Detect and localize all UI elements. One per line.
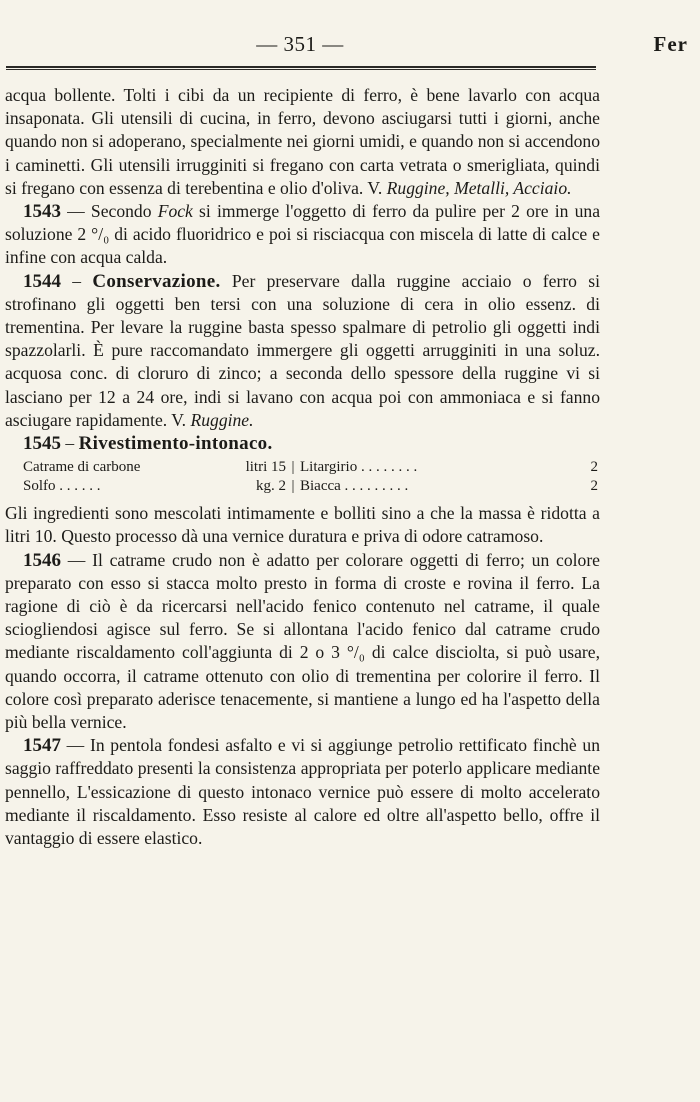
entry-1543: 1543 — Secondo Fock si immerge l'oggetto di ferro da pulire per 2 ore in una soluzione 2 °/₀ di acido fluoridrico e poi si risciacqua con miscela di latte di calce e infine con acqua calda. xyxy=(5,201,600,268)
entry-title: Conservazione. xyxy=(92,270,221,292)
paragraph-continuation: acqua bollente. Tolti i cibi da un recipiente di ferro, è bene lavarlo con acqua insaponata. Gli utensili di cucina, in ferro, devono asciugarsi tutti i giorni, anche quando non si adoperano, specialmente nei giorni umidi, e quando non si accendono i caminetti. Gli utensili irrugginiti si fregano con carta vetrata o smerigliata, quindi si fregano con essenza di terebentina e olio d'oliva. V. Ruggine, Metalli, Acciaio. xyxy=(5,85,600,198)
recipe-row: Catrame di carbone litri 15 | Litargirio . . . . . . . . 2 xyxy=(23,459,598,476)
entry-number: 1547 xyxy=(23,735,61,757)
page-body xyxy=(5,84,600,850)
entry-number: 1544 xyxy=(23,270,61,292)
cross-reference: Ruggine, Metalli, Acciaio. xyxy=(386,177,572,198)
entry-1545-text: Gli ingredienti sono mescolati intimamente e bolliti sino a che la massa è ridotta a litri 10. Questo processo dà una vernice duratura e priva di odore catramoso. xyxy=(5,503,600,547)
recipe-row: Solfo . . . . . . kg. 2 | Biacca . . . . . . . . . 2 xyxy=(23,478,598,495)
entry-1544: 1544 – Conservazione. Per preservare dalla ruggine acciaio o ferro si strofinano gli oggetti ben tersi con una soluzione di cera in olio essenz. di trementina. Per levare la ruggine basta spesso spalmare di petrolio gli oggetti indi spazzolarli. È pure raccomandato immergere gli oggetti arrugginiti in una soluz. acquosa conc. di clorurо di zinco; a seconda dello spessore della ruggine vi si lasciano per 12 a 24 ore, indi si lavano con acqua poi con ammoniaca e si fanno asciugare rapidamente. V. Ruggine. xyxy=(5,270,600,430)
header-rule-thin xyxy=(6,69,596,70)
entry-1547: 1547 — In pentola fondesi asfalto e vi si aggiunge petrolio rettificato finchè un saggio raffreddato presenti la consistenza appropriata per poterlo applicare mediante pennello, L'essicazione di questo intonaco vernice può essere di molto accelerato mediante il riscaldamento. Esso resiste al calore ed oltre all'aspetto bello, offre il vantaggio di essere elastico. xyxy=(5,735,600,849)
author-name: Fock xyxy=(157,201,193,222)
entry-title: Rivestimento-intonaco. xyxy=(78,433,273,455)
entry-number: 1545 xyxy=(23,433,61,455)
running-head: Fer xyxy=(653,32,688,56)
cross-reference: Ruggine. xyxy=(190,409,254,430)
page-number: — 351 — xyxy=(256,32,344,56)
recipe-table xyxy=(5,458,600,496)
header-rule xyxy=(6,66,596,68)
entry-1546: 1546 — Il catrame crudo non è adatto per colorare oggetti di ferro; un colore preparato con esso si stacca molto presto in forma di croste e rovina il ferro. La ragione di ciò è da ricercarsi nell'acido fenico contenuto nel catrame, il quale sciogliendosi agisce sul ferro. Se si allontana l'acido fenico dal catrame crudo mediante riscaldamento coll'aggiunta di 2 o 3 °/₀ di calce disciolta, si può usare, quando occorra, il catrame ottenuto con olio di trementina per colorire il ferro. Il colore così preparato aderisce tenacemente, si mantiene a lungo ed ha l'aspetto della più bella vernice. xyxy=(5,549,600,733)
entry-number: 1543 xyxy=(23,201,61,223)
entry-1545-heading: 1545 – Rivestimento-intonaco. xyxy=(23,433,273,455)
page-header xyxy=(0,32,700,60)
entry-number: 1546 xyxy=(23,549,61,571)
